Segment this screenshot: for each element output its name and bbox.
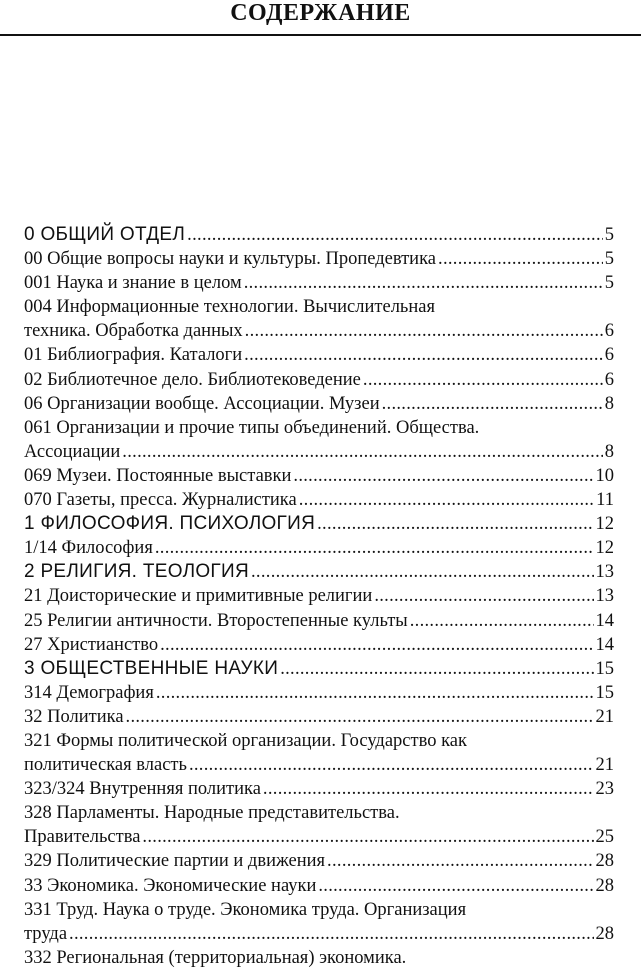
dot-leader: [156, 681, 594, 705]
toc-entry-title: 0 ОБЩИЙ ОТДЕЛ: [24, 224, 186, 245]
dot-leader: [155, 536, 594, 560]
toc-entry-line: [24, 729, 614, 753]
toc-entry-line: [24, 898, 614, 922]
toc-entry[interactable]: [24, 801, 614, 849]
toc-page-number: 12: [595, 538, 614, 559]
toc-page-number: 6: [604, 345, 614, 366]
toc-entry-line: [24, 584, 614, 608]
toc-page-number: 12: [595, 514, 614, 535]
dot-leader: [280, 657, 593, 681]
toc-entry[interactable]: [24, 946, 614, 970]
toc-page-number: 6: [604, 369, 614, 390]
dot-leader: [122, 440, 602, 464]
toc-entry[interactable]: [24, 295, 614, 343]
toc-entry-title: труда: [24, 923, 68, 944]
toc-entry[interactable]: [24, 392, 614, 416]
toc-page-number: 5: [604, 225, 614, 245]
table-of-contents: [24, 223, 614, 970]
toc-page-number: 14: [595, 634, 614, 655]
toc-page-number: 5: [604, 273, 614, 294]
dot-leader: [293, 464, 593, 488]
dot-leader: [69, 922, 593, 946]
toc-entry-title: 323/324 Внутренняя политика: [24, 779, 261, 800]
dot-leader: [410, 609, 594, 633]
toc-entry[interactable]: [24, 343, 614, 367]
toc-entry-line: [24, 777, 614, 801]
toc-entry-line: [24, 295, 614, 319]
toc-entry[interactable]: [24, 898, 614, 946]
toc-entry-line: [24, 753, 614, 777]
toc-page-number: 6: [604, 321, 614, 342]
toc-page-number: 28: [595, 923, 614, 944]
toc-entry-title: 3 ОБЩЕСТВЕННЫЕ НАУКИ: [24, 657, 279, 679]
toc-entry[interactable]: [24, 633, 614, 657]
toc-section-entry[interactable]: [24, 512, 614, 536]
dot-leader: [251, 560, 594, 584]
toc-entry-title: 02 Библиотечное дело. Библиотековедение: [24, 369, 361, 390]
toc-entry-line: [24, 271, 614, 295]
dot-leader: [142, 825, 593, 849]
toc-entry-line: [24, 657, 614, 681]
toc-entry-line: [24, 681, 614, 705]
toc-page-number: 23: [595, 779, 614, 800]
page-header: [0, 0, 641, 36]
toc-entry-line: [24, 946, 614, 970]
toc-entry-line: [24, 440, 614, 464]
dot-leader: [382, 392, 603, 416]
toc-entry-title: 27 Христианство: [24, 634, 159, 655]
toc-entry[interactable]: [24, 271, 614, 295]
toc-entry-line: [24, 368, 614, 392]
toc-entry-line: [24, 825, 614, 849]
toc-page-number: 13: [595, 562, 614, 583]
toc-entry-title: 004 Информационные технологии. Вычислительная: [24, 297, 435, 318]
toc-entry[interactable]: [24, 488, 614, 512]
toc-entry[interactable]: [24, 368, 614, 392]
dot-leader: [244, 271, 603, 295]
toc-entry-line: [24, 560, 614, 584]
toc-entry-title: 061 Организации и прочие типы объединений. Общества.: [24, 417, 480, 438]
toc-page-number: 5: [604, 249, 614, 270]
toc-entry-title: 321 Формы политической организации. Государство как: [24, 730, 467, 751]
toc-entry[interactable]: [24, 247, 614, 271]
toc-entry-title: 329 Политические партии и движения: [24, 851, 326, 872]
toc-entry-line: [24, 416, 614, 440]
toc-entry-line: [24, 343, 614, 367]
dot-leader: [263, 777, 594, 801]
toc-page-number: 10: [595, 465, 614, 486]
toc-page-number: 15: [595, 682, 614, 703]
toc-page-number: 28: [595, 851, 614, 872]
toc-entry-title: 070 Газеты, пресса. Журналистика: [24, 490, 297, 511]
toc-entry-title: Правительства: [24, 827, 141, 848]
toc-entry-title: 332 Региональная (территориальная) экономика.: [24, 947, 407, 968]
toc-entry-title: 06 Организации вообще. Ассоциации. Музеи: [24, 393, 380, 414]
toc-entry[interactable]: [24, 681, 614, 705]
dot-leader: [245, 319, 603, 343]
toc-entry[interactable]: [24, 609, 614, 633]
toc-entry-title: 32 Политика: [24, 706, 124, 727]
dot-leader: [363, 368, 603, 392]
toc-entry-title: 1 ФИЛОСОФИЯ. ПСИХОЛОГИЯ: [24, 513, 316, 535]
toc-entry[interactable]: [24, 729, 614, 777]
toc-section-entry[interactable]: [24, 657, 614, 681]
dot-leader: [187, 223, 603, 247]
dot-leader: [189, 753, 594, 777]
toc-entry-title: 001 Наука и знание в целом: [24, 273, 242, 294]
toc-entry[interactable]: [24, 584, 614, 608]
toc-entry[interactable]: [24, 705, 614, 729]
toc-page-number: 25: [595, 827, 614, 848]
toc-page-number: 13: [595, 586, 614, 607]
toc-page-number: 21: [595, 755, 614, 776]
toc-entry[interactable]: [24, 416, 614, 464]
dot-leader: [244, 343, 603, 367]
toc-page-number: 21: [595, 706, 614, 727]
toc-page-number: 8: [604, 441, 614, 462]
toc-entry-line: [24, 874, 614, 898]
toc-section-entry[interactable]: [24, 223, 614, 247]
toc-entry[interactable]: [24, 874, 614, 898]
toc-entry-line: [24, 488, 614, 512]
toc-entry-title: политическая власть: [24, 755, 187, 776]
toc-entry-line: [24, 922, 614, 946]
dot-leader: [160, 633, 593, 657]
toc-entry-line: [24, 464, 614, 488]
toc-entry-line: [24, 801, 614, 825]
toc-entry-line: [24, 319, 614, 343]
dot-leader: [299, 488, 594, 512]
toc-entry-title: 00 Общие вопросы науки и культуры. Пропедевтика: [24, 249, 437, 270]
toc-entry-title: техника. Обработка данных: [24, 321, 243, 342]
toc-entry[interactable]: [24, 536, 614, 560]
toc-entry-title: 314 Демография: [24, 682, 154, 703]
toc-entry-line: [24, 633, 614, 657]
toc-entry-line: [24, 512, 614, 536]
toc-entry-title: Ассоциации: [24, 441, 121, 462]
dot-leader: [327, 849, 593, 873]
toc-entry-title: 328 Парламенты. Народные представительства.: [24, 803, 400, 824]
dot-leader: [126, 705, 594, 729]
toc-entry-title: 25 Религии античности. Второстепенные культы: [24, 610, 408, 631]
toc-page-number: 8: [604, 393, 614, 414]
toc-section-entry[interactable]: [24, 560, 614, 584]
toc-entry-title: 01 Библиография. Каталоги: [24, 345, 243, 366]
toc-entry-line: [24, 392, 614, 416]
toc-entry-title: 33 Экономика. Экономические науки: [24, 875, 317, 896]
toc-entry[interactable]: [24, 464, 614, 488]
dot-leader: [438, 247, 603, 271]
toc-entry-title: 2 РЕЛИГИЯ. ТЕОЛОГИЯ: [24, 561, 249, 583]
toc-entry-line: [24, 247, 614, 271]
toc-page-number: 15: [595, 658, 614, 679]
toc-entry[interactable]: [24, 849, 614, 873]
toc-entry-line: [24, 223, 614, 247]
toc-entry-title: 1/14 Философия: [24, 538, 153, 559]
page-title: СОДЕРЖАНИЕ: [230, 0, 411, 26]
toc-page-number: 28: [595, 875, 614, 896]
toc-entry[interactable]: [24, 777, 614, 801]
toc-page-number: 11: [596, 490, 614, 511]
toc-entry-title: 331 Труд. Наука о труде. Экономика труда. Организация: [24, 899, 467, 920]
toc-entry-title: 21 Доисторические и примитивные религии: [24, 586, 373, 607]
toc-page-number: 14: [595, 610, 614, 631]
toc-entry-line: [24, 609, 614, 633]
dot-leader: [318, 874, 593, 898]
toc-entry-line: [24, 705, 614, 729]
toc-entry-line: [24, 849, 614, 873]
dot-leader: [317, 512, 593, 536]
toc-entry-line: [24, 536, 614, 560]
toc-entry-title: 069 Музеи. Постоянные выставки: [24, 465, 292, 486]
dot-leader: [374, 584, 593, 608]
